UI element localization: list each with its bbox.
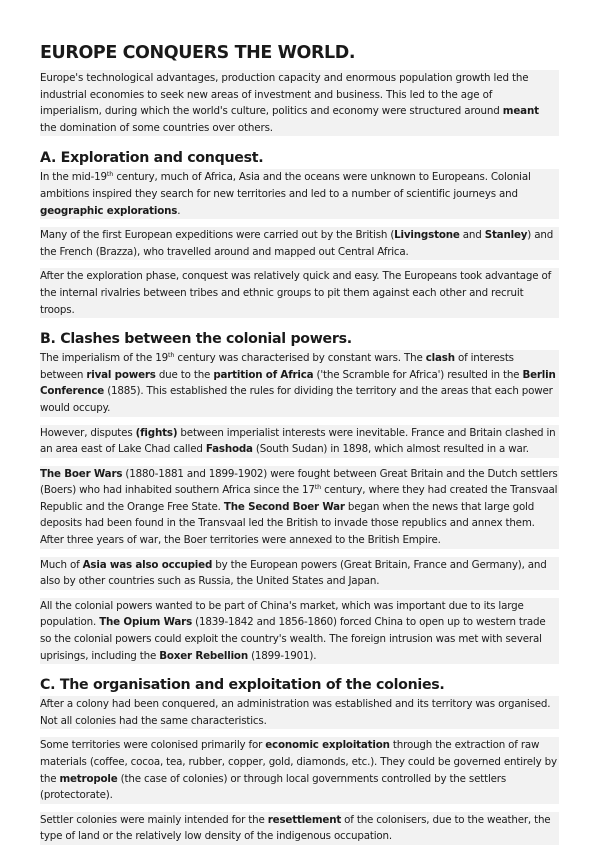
text-span: The imperialism of the 19 bbox=[40, 352, 168, 365]
text-span: ('the Scramble for Africa') resulted in the bbox=[313, 368, 523, 381]
bold-term: Fashoda bbox=[205, 443, 253, 456]
text-span: due to the bbox=[155, 368, 214, 381]
text-span: Settler colonies were mainly intended for the bbox=[40, 813, 268, 826]
text-span: . bbox=[177, 204, 181, 217]
text-span: However, disputes bbox=[40, 426, 136, 439]
text-span: (1839-1842 and 1856-1860) forced China to open up to western trade so the colonial powers could exploit the country's wealth. The foreign intrusion was met with several uprisings, including the bbox=[40, 616, 546, 662]
section-organisation bbox=[40, 676, 559, 845]
section-b-paragraph-5 bbox=[40, 598, 559, 664]
bold-term: Berlin Conference bbox=[40, 368, 556, 398]
text-span: century, much of Africa, Asia and the oceans were unknown to Europeans. Colonial ambitions inspired they search for new territories and led to a number of scientific journeys and bbox=[40, 171, 531, 200]
text-span: (1880-1881 and 1899-1902) were fought between Great Britain and the Dutch settlers (Boers) who had inhabited southern Africa since the 17 bbox=[40, 467, 558, 497]
section-c-paragraph-2 bbox=[40, 737, 559, 803]
section-clashes bbox=[40, 330, 559, 664]
section-b-paragraph-3 bbox=[40, 466, 559, 549]
bold-term: The Boer Wars bbox=[40, 467, 123, 480]
text-span: (the case of colonies) or through local governments controlled by the settlers (protectorate). bbox=[40, 772, 507, 802]
bold-term: economic exploitation bbox=[265, 739, 390, 752]
section-b-paragraph-4 bbox=[40, 557, 559, 590]
text-span: (South Sudan) in 1898, which almost resulted in a war. bbox=[252, 443, 529, 456]
text-span: All the colonial powers wanted to be part of China's market, which was important due to its large population. bbox=[40, 599, 524, 629]
text-span: through the extraction of raw materials (coffee, cocoa, tea, rubber, copper, gold, diamonds, etc.). They could be governed entirely by the bbox=[40, 739, 557, 785]
text-span: began when the news that large gold deposits had been found in the Transvaal led the British to invade those republics and annex them. After three years of war, the Boer territories were annexed to the British Empire. bbox=[40, 500, 535, 547]
text-span: Some territories were colonised primarily for bbox=[40, 739, 266, 752]
text-span: of interests between bbox=[40, 352, 514, 381]
section-b-paragraph-2 bbox=[40, 425, 559, 458]
text-span: (1899-1901). bbox=[247, 649, 317, 662]
bold-term: geographic explorations bbox=[40, 204, 178, 217]
text-span: In the mid-19 bbox=[40, 171, 107, 184]
section-b-heading: B. Clashes between the colonial powers. bbox=[40, 331, 352, 348]
superscript: th bbox=[314, 483, 322, 492]
section-c-paragraph-3 bbox=[40, 812, 559, 845]
bold-term: Boxer Rebellion bbox=[159, 649, 248, 662]
bold-term: (fights) bbox=[135, 426, 178, 439]
bold-term: clash bbox=[425, 352, 455, 365]
text-span: Much of bbox=[40, 558, 83, 571]
bold-term: Stanley bbox=[484, 229, 528, 242]
text-span: of the colonisers, due to the weather, the type of land or the relatively low density of the indigenous occupation. bbox=[40, 813, 551, 843]
text-span: (1885). This established the rules for dividing the territory and the areas that each power would occupy. bbox=[40, 385, 553, 414]
text-span: between imperialist interests were inevitable. France and Britain clashed in an area east of Lake Chad called bbox=[40, 426, 556, 456]
intro-bold-meant: meant bbox=[502, 105, 539, 118]
bold-term: partition of Africa bbox=[213, 368, 314, 381]
text-span: and bbox=[459, 229, 485, 242]
section-b-paragraph-1 bbox=[40, 350, 559, 416]
intro-paragraph bbox=[40, 70, 559, 136]
bold-term: The Second Boer War bbox=[223, 500, 345, 513]
section-a-paragraph-2 bbox=[40, 227, 559, 260]
bold-term: resettlement bbox=[267, 813, 342, 826]
section-c-paragraph-1: After a colony had been conquered, an administration was established and its territory was organised. Not all colonies had the same characteristics. bbox=[40, 696, 559, 729]
section-a-heading: A. Exploration and conquest. bbox=[40, 150, 264, 167]
text-span: Many of the first European expeditions were carried out by the British ( bbox=[40, 229, 395, 242]
document-page bbox=[40, 42, 559, 857]
page-title: EUROPE CONQUERS THE WORLD. bbox=[40, 43, 356, 63]
text-span: by the European powers (Great Britain, France and Germany), and also by other countries such as Russia, the United States and Japan. bbox=[40, 558, 547, 588]
superscript: th bbox=[106, 170, 114, 179]
bold-term: metropole bbox=[59, 772, 118, 785]
superscript: th bbox=[167, 351, 175, 360]
bold-term: Asia was also occupied bbox=[82, 558, 213, 571]
section-a-paragraph-3: After the exploration phase, conquest was relatively quick and easy. The Europeans took advantage of the internal rivalries between tribes and ethnic groups to pit them against each other and recruit troops. bbox=[40, 268, 559, 318]
bold-term: The Opium Wars bbox=[99, 616, 193, 629]
section-a-paragraph-1 bbox=[40, 169, 559, 219]
text-span: century, where they had created the Transvaal Republic and the Orange Free State. bbox=[40, 484, 558, 513]
bold-term: rival powers bbox=[86, 368, 156, 381]
intro-text: Europe's technological advantages, production capacity and enormous population growth led the industrial economies to seek new areas of investment and business. This led to the age of imperialism, during which the world's culture, politics and economy were structured around bbox=[40, 72, 529, 118]
bold-term: Livingstone bbox=[394, 229, 460, 242]
section-c-heading: C. The organisation and exploitation of the colonies. bbox=[40, 677, 445, 694]
intro-text-end: the domination of some countries over others. bbox=[40, 121, 273, 134]
text-span: century was characterised by constant wars. The bbox=[174, 352, 426, 365]
text-span: ) and the French (Brazza), who travelled around and mapped out Central Africa. bbox=[40, 229, 554, 258]
section-exploration bbox=[40, 149, 559, 318]
